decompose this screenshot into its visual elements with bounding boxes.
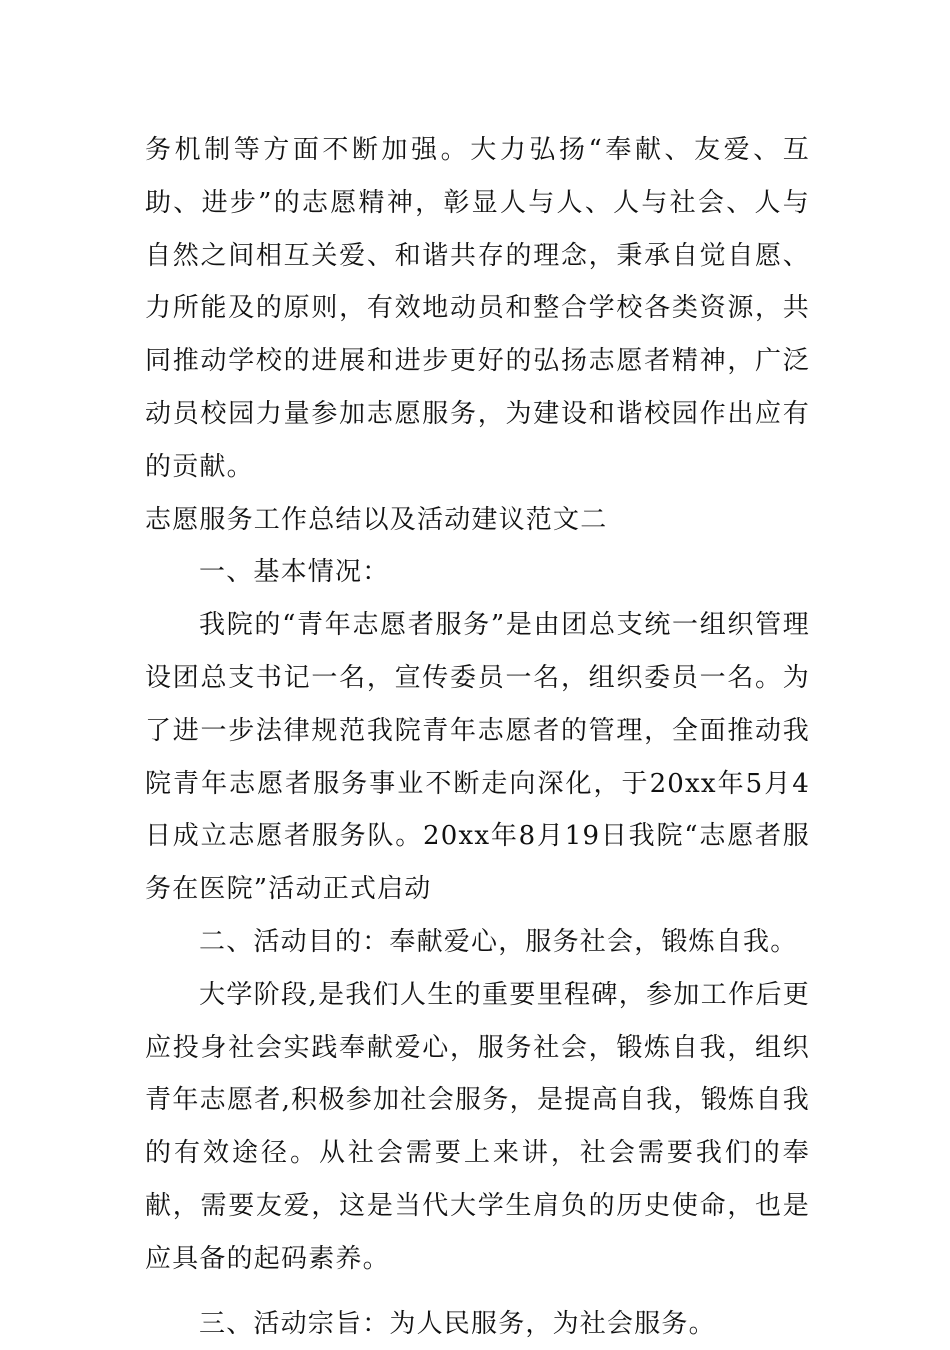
paragraph-basic-situation: 我院的“青年志愿者服务”是由团总支统一组织管理设团总支书记一名，宣传委员一名，组织委员一名。为了进一步法律规范我院青年志愿者的管理，全面推动我院青年志愿者服务事业不断走向深化，于20xx年5月4日成立志愿者服务队。20xx年8月19日我院“志愿者服务在医院”活动正式启动: [145, 610, 810, 905]
heading-activity-purpose: 二、活动目的：奉献爱心，服务社会，锻炼自我。: [199, 926, 798, 957]
heading-activity-tenet: 三、活动宗旨：为人民服务，为社会服务。: [199, 1308, 716, 1339]
paragraph-closing-previous: 务机制等方面不断加强。大力弘扬“奉献、友爱、互助、进步”的志愿精神，彰显人与人、人与社会、人与自然之间相互关爱、和谐共存的理念，秉承自觉自愿、力所能及的原则，有效地动员和整合学校各类资源，共同推动学校的进展和进步更好的弘扬志愿者精神，广泛动员校园力量参加志愿服务，为建设和谐校园作出应有的贡献。: [145, 135, 810, 482]
section-title: 志愿服务工作总结以及活动建议范文二: [145, 504, 608, 535]
heading-basic-situation: 一、基本情况：: [199, 557, 390, 588]
paragraph-activity-purpose: 大学阶段,是我们人生的重要里程碑，参加工作后更应投身社会实践奉献爱心，服务社会，锻炼自我，组织青年志愿者,积极参加社会服务，是提高自我，锻炼自我的有效途径。从社会需要上来讲，社会需要我们的奉献，需要友爱，这是当代大学生肩负的历史使命，也是应具备的起码素养。: [145, 979, 810, 1274]
document-body: [145, 124, 810, 1350]
